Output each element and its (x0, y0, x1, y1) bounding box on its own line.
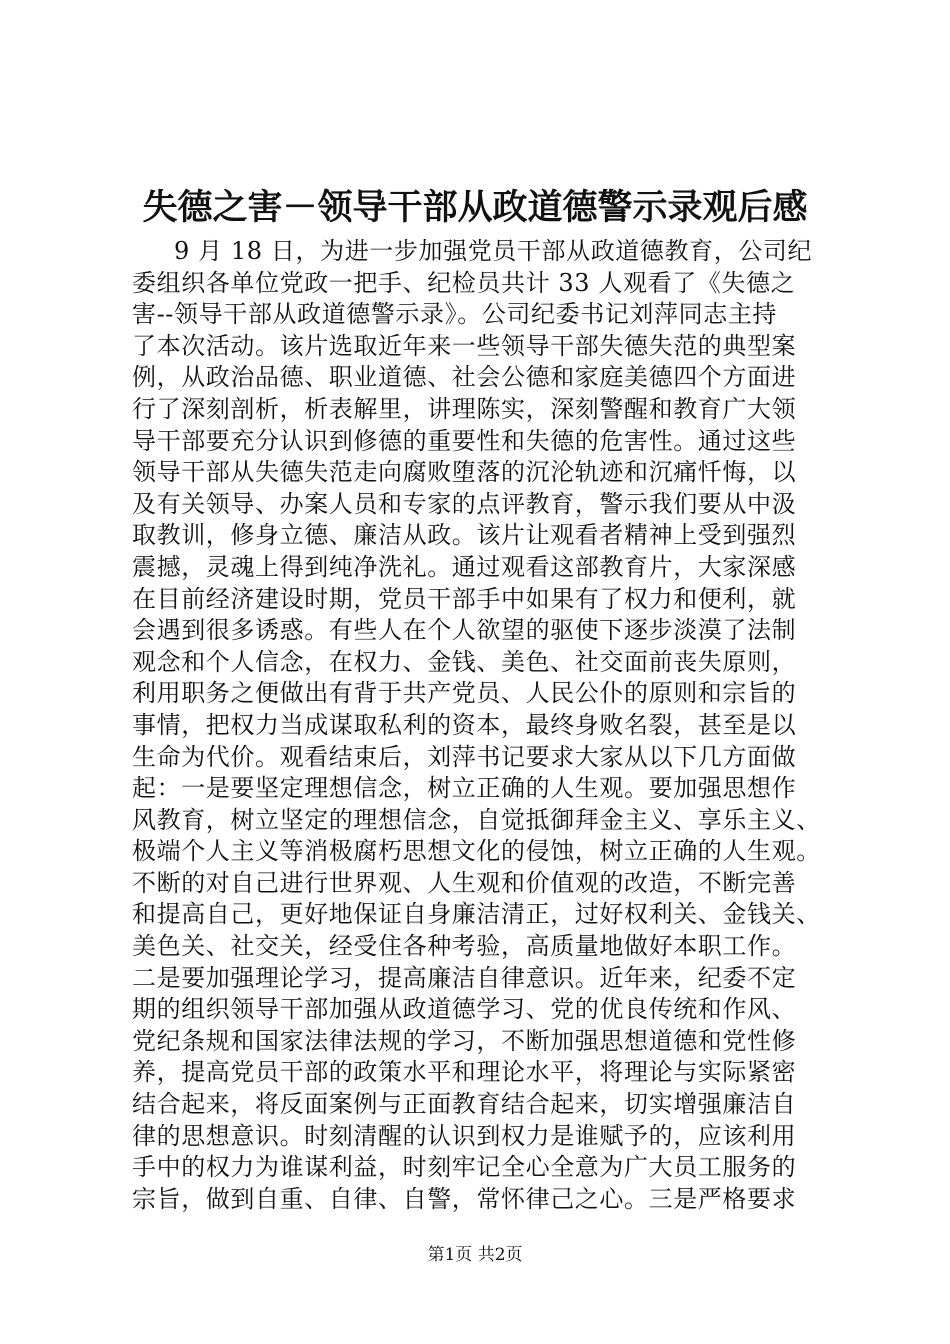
text-line: 9 月 18 日，为进一步加强党员干部从政道德教育，公司纪 (174, 237, 813, 265)
body-paragraph (132, 236, 832, 1215)
text-line: 委组织各单位党政一把手、纪检员共计 33 人观看了《失德之 (132, 268, 796, 297)
text-line: 起：一是要坚定理想信念，树立正确的人生观。要加强思想作 (132, 774, 797, 803)
text-line: 美色关、社交关，经受住各种考验，高质量地做好本职工作。 (132, 932, 797, 961)
text-line: 养，提高党员干部的政策水平和理论水平，将理论与实际紧密 (132, 1058, 797, 1087)
text-line: 不断的对自己进行世界观、人生观和价值观的改造，不断完善 (132, 868, 797, 897)
text-line: 利用职务之便做出有背于共产党员、人民公仆的原则和宗旨的 (132, 679, 797, 708)
text-line: 及有关领导、办案人员和专家的点评教育，警示我们要从中汲 (132, 489, 797, 518)
text-line: 观念和个人信念，在权力、金钱、美色、社交面前丧失原则， (132, 647, 797, 676)
text-line: 风教育，树立坚定的理想信念，自觉抵御拜金主义、享乐主义、 (132, 805, 821, 834)
text-line: 在目前经济建设时期，党员干部手中如果有了权力和便利，就 (132, 584, 797, 613)
text-line: 生命为代价。观看结束后，刘萍书记要求大家从以下几方面做 (132, 742, 797, 771)
text-line: 极端个人主义等消极腐朽思想文化的侵蚀，树立正确的人生观。 (132, 837, 821, 866)
text-line: 取教训，修身立德、廉洁从政。该片让观看者精神上受到强烈 (132, 521, 797, 550)
text-line: 期的组织领导干部加强从政道德学习、党的优良传统和作风、 (132, 995, 797, 1024)
text-line: 了本次活动。该片选取近年来一些领导干部失德失范的典型案 (132, 331, 797, 360)
text-line: 领导干部从失德失范走向腐败堕落的沉沦轨迹和沉痛忏悔，以 (132, 458, 797, 487)
text-line: 手中的权力为谁谋利益，时刻牢记全心全意为广大员工服务的 (132, 1153, 797, 1182)
text-line: 事情，把权力当成谋取私利的资本，最终身败名裂，甚至是以 (132, 710, 797, 739)
text-line: 宗旨，做到自重、自律、自警，常怀律己之心。三是严格要求 (132, 1184, 797, 1213)
text-line: 导干部要充分认识到修德的重要性和失德的危害性。通过这些 (132, 426, 797, 455)
text-line: 行了深刻剖析，析表解里，讲理陈实，深刻警醒和教育广大领 (132, 394, 797, 423)
text-line: 二是要加强理论学习，提高廉洁自律意识。近年来，纪委不定 (132, 963, 797, 992)
text-line: 震撼，灵魂上得到纯净洗礼。通过观看这部教育片，大家深感 (132, 552, 797, 581)
text-line: 例，从政治品德、职业道德、社会公德和家庭美德四个方面进 (132, 363, 797, 392)
text-line: 结合起来，将反面案例与正面教育结合起来，切实增强廉洁自 (132, 1090, 797, 1119)
text-line: 律的思想意识。时刻清醒的认识到权力是谁赋予的，应该利用 (132, 1121, 797, 1150)
text-line: 党纪条规和国家法律法规的学习，不断加强思想道德和党性修 (132, 1026, 797, 1055)
text-line: 和提高自己，更好地保证自身廉洁清正，过好权利关、金钱关、 (132, 900, 821, 929)
page-number-footer: 第1页 共2页 (427, 1245, 523, 1265)
text-line: 会遇到很多诱惑。有些人在个人欲望的驱使下逐步淡漠了法制 (132, 616, 797, 645)
document-title: 失德之害－领导干部从政道德警示录观后感 (142, 187, 808, 228)
text-line: 害--领导干部从政道德警示录》。公司纪委书记刘萍同志主持 (132, 300, 778, 329)
